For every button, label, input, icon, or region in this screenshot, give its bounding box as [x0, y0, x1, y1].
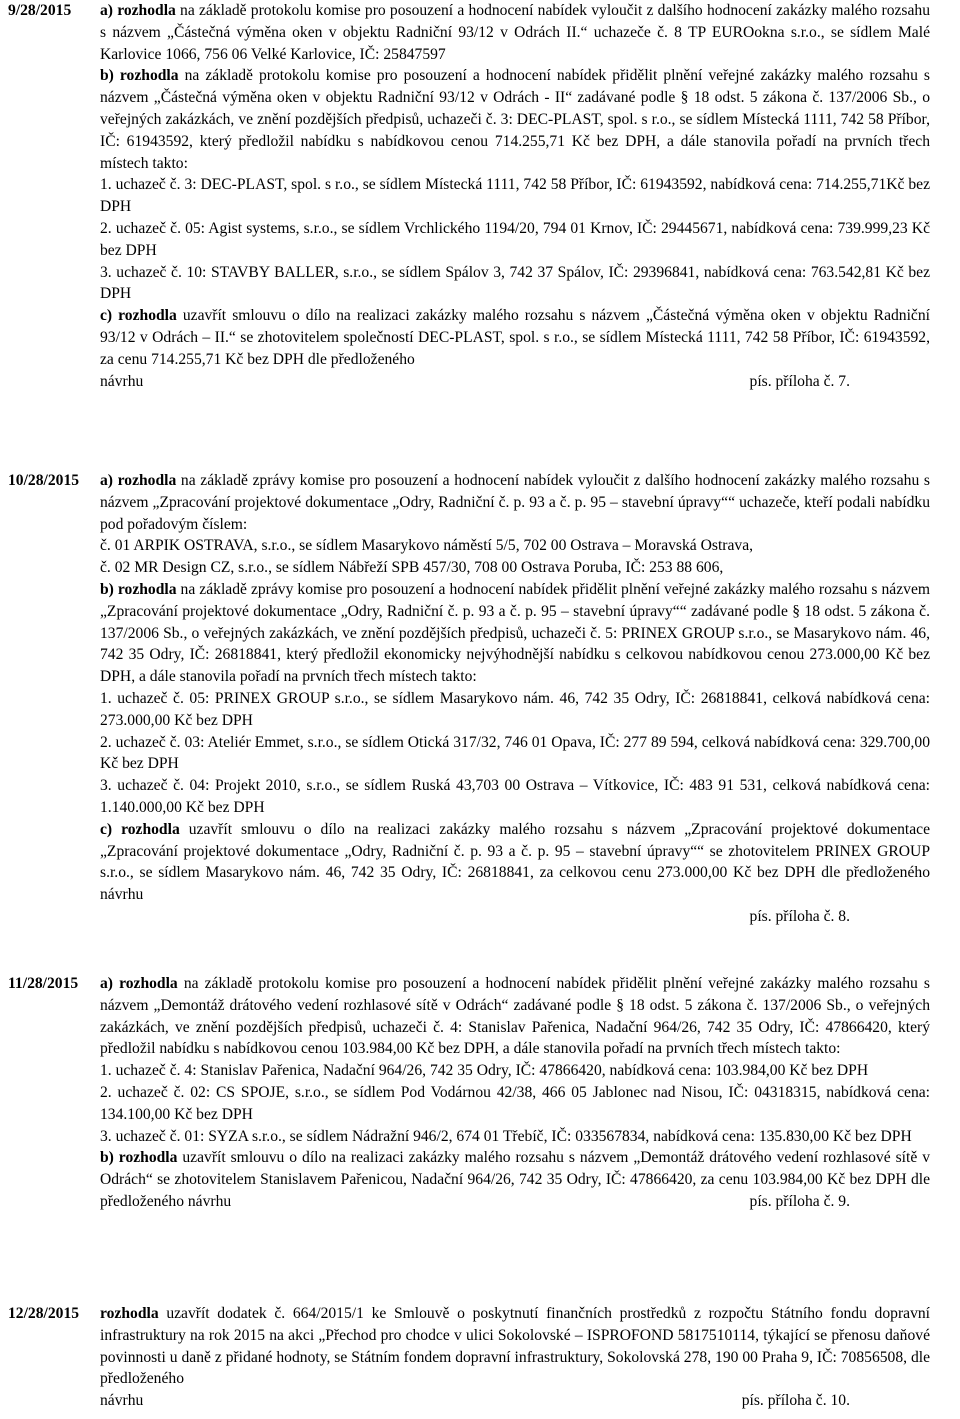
ranking-item: 1. uchazeč č. 4: Stanislav Pařenica, Nadační 964/26, 742 35 Odry, IČ: 47866420, nabídková cena: 103.984,00 Kč bez DPH — [100, 1062, 869, 1080]
decision-mark: c) rozhodla — [100, 820, 180, 838]
paragraph-b — [100, 1147, 930, 1212]
ranking-item: 3. uchazeč č. 10: STAVBY BALLER, s.r.o., se sídlem Spálov 3, 742 37 Spálov, IČ: 29396841, nabídková cena: 763.542,81 Kč bez DPH — [100, 263, 930, 303]
ranking-item: 3. uchazeč č. 01: SYZA s.r.o., se sídlem Nádražní 946/2, 674 01 Třebíč, IČ: 033567834, nabídková cena: 135.830,00 Kč bez DPH — [100, 1127, 912, 1145]
paragraph-b — [100, 579, 930, 688]
paragraph-text: na základě protokolu komise pro posouzení a hodnocení nabídek vyloučit z dalšího hodnocení zakázky malého rozsahu s názvem „Částečná výměna oken v objektu Radniční 93/12 v Odrách II.“ uchazeče č. 8 TP EUROokna s.r.o., se sídlem Malé Karlovice 1066, 756 06 Velké Karlovice, IČ: 25847597 — [100, 2, 930, 63]
decision-mark: b) rozhodla — [100, 67, 179, 85]
closing-line — [100, 1390, 930, 1412]
resolution-number: 11/28/2015 — [8, 975, 79, 992]
paragraph-a — [100, 973, 930, 1060]
paragraph-text: na základě zprávy komise pro posouzení a hodnocení nabídek vyloučit z dalšího hodnocení zakázky malého rozsahu s názvem „Zpracování projektové dokumentace „Odry, Radniční č. p. 93 a č. p. 95 – stavební úpravy““ uchazeče, kteří podali nabídku pod pořadovým číslem: — [100, 472, 930, 533]
paragraph-a — [100, 0, 930, 65]
ranking-item: 1. uchazeč č. 3: DEC-PLAST, spol. s r.o., se sídlem Místecká 1111, 742 58 Příbor, IČ: 61943592, nabídková cena: 714.255,71Kč bez DPH — [100, 176, 930, 216]
ranking-item: 2. uchazeč č. 05: Agist systems, s.r.o., se sídlem Vrchlického 1194/20, 794 01 Krnov, IČ: 29445671, nabídková cena: 739.999,23 Kč bez DPH — [100, 219, 930, 259]
resolution-number: 10/28/2015 — [8, 472, 80, 489]
excluded-item: č. 02 MR Design CZ, s.r.o., se sídlem Nábřeží SPB 457/30, 708 00 Ostrava Poruba, IČ: 253 88 606, — [100, 559, 724, 577]
closing-word: návrhu — [100, 1392, 144, 1410]
ranking-item: 1. uchazeč č. 05: PRINEX GROUP s.r.o., se sídlem Masarykovo nám. 46, 742 35 Odry, IČ: 26818841, celková nabídková cena: 273.000,00 Kč bez DPH — [100, 689, 930, 729]
decision-mark: a) rozhodla — [100, 2, 176, 19]
paragraph-text: na základě protokolu komise pro posouzení a hodnocení nabídek přidělit plnění veřejné zakázky malého rozsahu s názvem „Demontáž drátového vedení rozhlasové sítě v Odrách“ zadávané podle § 18 odst. 5 zákona č. 137/2006 Sb., o veřejných zakázkách, ve znění pozdějších předpisů, uchazeči č. 4: Stanislav Pařenica, Nadační 964/26, 742 35 Odry, IČ: 47866420, který předložil nabídku s nabídkovou cenou 103.984,00 Kč bez DPH, a dále stanovila pořadí na prvních třech místech takto: — [100, 975, 930, 1058]
resolution-body — [100, 973, 930, 1213]
ranking-item: 2. uchazeč č. 03: Ateliér Emmet, s.r.o., se sídlem Otická 317/32, 746 01 Opava, IČ: 277 89 594, celková nabídková cena: 329.700,00 Kč bez DPH — [100, 733, 930, 773]
appendix-ref: pís. příloha č. 10. — [741, 1392, 850, 1410]
paragraph-text: na základě protokolu komise pro posouzení a hodnocení nabídek přidělit plnění veřejné zakázky malého rozsahu s názvem „Částečná výměna oken v objektu Radniční 93/12 v Odrách - II“ zadávané podle § 18 odst. 5 zákona č. 137/2006 Sb., o veřejných zakázkách, ve znění pozdějších předpisů, uchazeči č. 3: DEC-PLAST, spol. s r.o., se sídlem Místecká 1111, 742 58 Příbor, IČ: 61943592, který předložil nabídku s nabídkovou cenou 714.255,71 Kč bez DPH, a dále stanovila pořadí na prvních třech místech takto: — [100, 67, 930, 172]
decision-mark: a) rozhodla — [100, 472, 177, 489]
paragraph-text: uzavřít smlouvu o dílo na realizaci zakázky malého rozsahu s názvem „Zpracování projektové dokumentace „Zpracování projektové dokumentace „Odry, Radniční č. p. 93 a č. p. 95 – stavební úpravy““ se zhotovitelem PRINEX GROUP s.r.o., se sídlem Masarykovo nám. 46, 742 35 Odry, IČ: 26818841, za celkovou cenu 273.000,00 Kč bez DPH dle předloženého návrhu — [100, 820, 930, 904]
decision-mark: b) rozhodla — [100, 1149, 178, 1167]
closing-word: návrhu — [100, 372, 144, 390]
resolution-number: 12/28/2015 — [8, 1305, 80, 1322]
paragraph-c — [100, 305, 930, 370]
decision-mark: a) rozhodla — [100, 975, 178, 992]
paragraph-c — [100, 819, 930, 906]
paragraph-text: uzavřít dodatek č. 664/2015/1 ke Smlouvě o poskytnutí finančních prostředků z rozpočtu Státního fondu dopravní infrastruktury na rok 2015 na akci „Přechod pro chodce v ulici Sokolovské – ISPROFOND 5817510114, týkající se přenosu daňové povinnosti u daně z přidané hodnoty, se Státním fondem dopravní infrastruktury, Sokolovská 278, 190 00 Praha 9, IČ: 70856508, dle předloženého — [100, 1305, 930, 1388]
decision-mark: b) rozhodla — [100, 580, 177, 598]
excluded-item: č. 01 ARPIK OSTRAVA, s.r.o., se sídlem Masarykovo náměstí 5/5, 702 00 Ostrava – Moravská Ostrava, — [100, 537, 754, 555]
paragraph-a — [100, 470, 930, 535]
paragraph-b — [100, 65, 930, 174]
resolution-body — [100, 1303, 930, 1412]
paragraph-text: na základě zprávy komise pro posouzení a hodnocení nabídek přidělit plnění veřejné zakázky malého rozsahu s názvem „Zpracování projektové dokumentace „Odry, Radniční č. p. 93 a č. p. 95 – stavební úpravy““ zadávané podle § 18 odst. 5 zákona č. 137/2006 Sb., o veřejných zakázkách, ve znění pozdějších předpisů, uchazeči č. 5: PRINEX GROUP s.r.o., se Masarykovo nám. 46, 742 35 Odry, IČ: 26818841, který předložil ekonomicky nejvýhodnější nabídku s celkovou nabídkovou cenou 273.000,00 Kč bez DPH, a dále stanovila pořadí na prvních třech místech takto: — [100, 580, 930, 686]
ranking-item: 2. uchazeč č. 02: CS SPOJE, s.r.o., se sídlem Pod Vodárnou 42/38, 466 05 Jablonec nad Nisou, IČ: 04318315, nabídková cena: 134.100,00 Kč bez DPH — [100, 1083, 930, 1123]
appendix-ref: pís. příloha č. 8. — [749, 907, 850, 925]
resolution-number: 9/28/2015 — [8, 2, 72, 19]
paragraph-text: uzavřít smlouvu o dílo na realizaci zakázky malého rozsahu s názvem „Částečná výměna oken v objektu Radniční 93/12 v Odrách – II.“ se zhotovitelem společností DEC-PLAST, spol. s r.o., se sídlem Místecká 1111, 742 58 Příbor, IČ: 61943592, za cenu 714.255,71 Kč bez DPH dle předloženého — [100, 307, 930, 368]
decision-mark: rozhodla — [100, 1305, 159, 1322]
paragraph-text: uzavřít smlouvu o dílo na realizaci zakázky malého rozsahu s názvem „Demontáž drátového vedení rozhlasové sítě v Odrách“ se zhotovitelem Stanislavem Pařenicou, Nadační 964/26, 742 35 Odry, IČ: 47866420, za cenu 103.984,00 Kč bez DPH dle předloženého návrhu — [100, 1149, 930, 1210]
resolution-body — [100, 470, 930, 928]
appendix-ref: pís. příloha č. 9. — [749, 1192, 850, 1210]
ranking-item: 3. uchazeč č. 04: Projekt 2010, s.r.o., se sídlem Ruská 43,703 00 Ostrava – Vítkovice, IČ: 483 91 531, celková nabídková cena: 1.140.000,00 Kč bez DPH — [100, 777, 930, 816]
paragraph-a — [100, 1303, 930, 1390]
decision-mark: c) rozhodla — [100, 307, 177, 325]
resolution-body — [100, 0, 930, 392]
appendix-ref: pís. příloha č. 7. — [749, 372, 850, 390]
closing-line — [100, 371, 930, 393]
